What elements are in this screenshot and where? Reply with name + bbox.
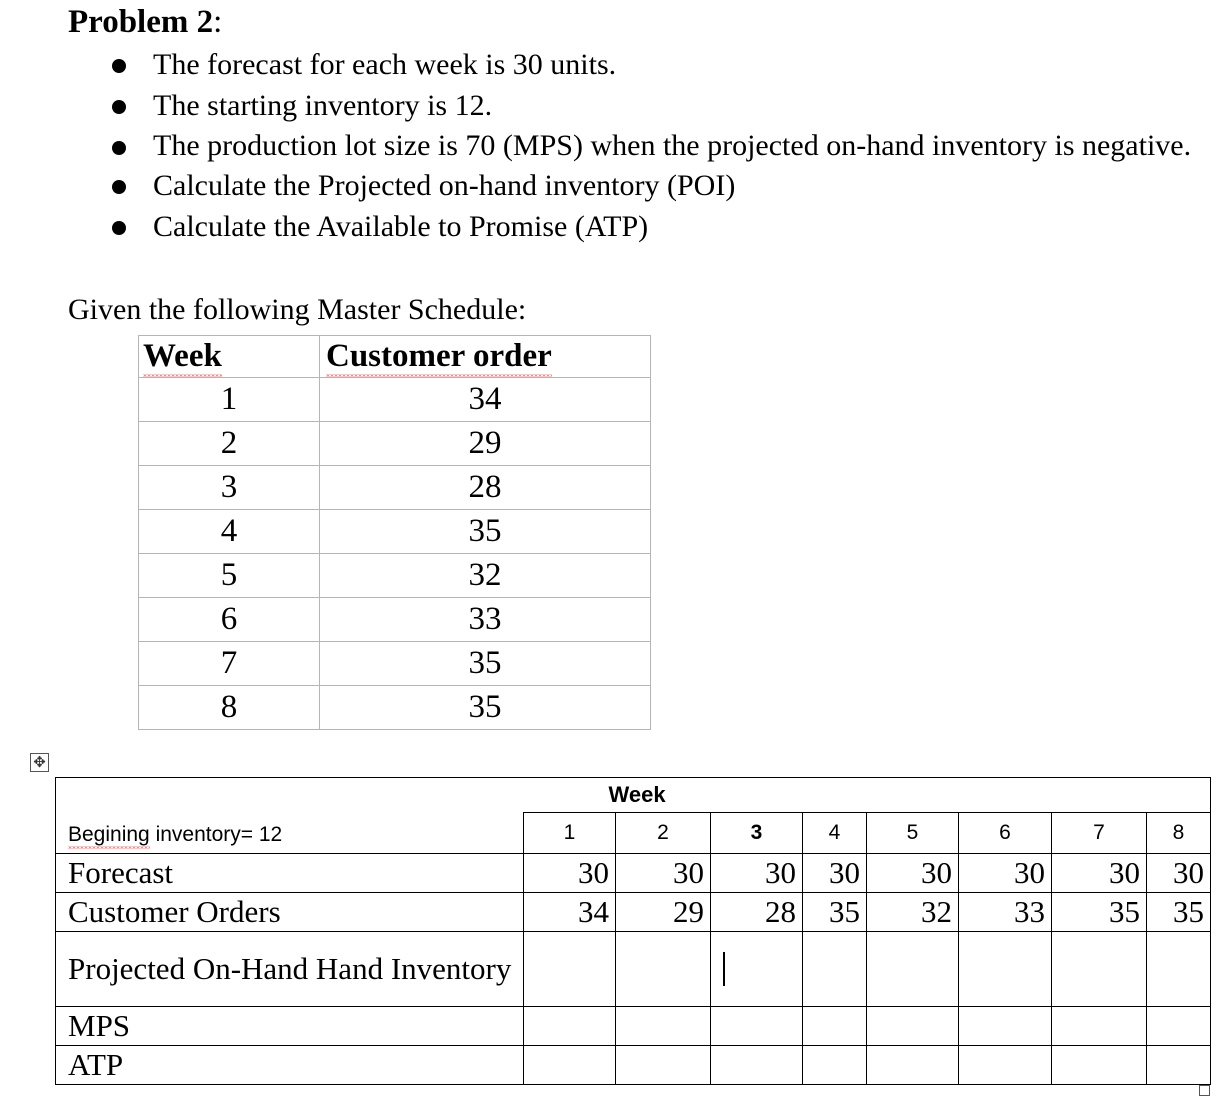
bullet-icon (112, 100, 126, 114)
table-row: 4 35 (139, 510, 651, 554)
week-title: Week (524, 778, 1211, 813)
table-row: 3 28 (139, 466, 651, 510)
week-number: 3 (711, 813, 803, 854)
week-number-row (56, 813, 1211, 854)
bullet-item: Calculate the Projected on-hand inventory (POI) (108, 165, 1198, 206)
table-resize-icon[interactable] (1199, 1085, 1210, 1096)
table-header-row (139, 336, 651, 378)
week-number: 8 (1147, 813, 1211, 854)
customer-orders-row: Customer Orders 34 29 28 35 32 33 35 35 (56, 892, 1211, 931)
row-label: Customer Orders (56, 892, 524, 931)
row-label: MPS (56, 1006, 524, 1045)
customer-order-header: Customer order (320, 336, 651, 378)
bullet-icon (112, 141, 126, 155)
row-label: Projected On-Hand Hand Inventory (56, 931, 524, 1006)
problem-title: Problem 2: (68, 4, 223, 40)
table-move-icon[interactable]: ✥ (30, 753, 49, 772)
given-text: Given the following Master Schedule: (68, 293, 527, 326)
beginning-inventory-label: Begining inventory= 12 (56, 813, 524, 854)
table-row: 8 35 (139, 686, 651, 730)
week-header: Week (139, 336, 320, 378)
mps-worksheet-table (55, 777, 1211, 1085)
master-schedule-table (138, 335, 651, 730)
week-number: 5 (867, 813, 959, 854)
atp-row (56, 1045, 1211, 1084)
week-number: 4 (803, 813, 867, 854)
bullet-icon (112, 180, 126, 194)
bullet-item: Calculate the Available to Promise (ATP) (108, 206, 1198, 247)
table-row: 7 35 (139, 642, 651, 686)
projected-on-hand-row (56, 931, 1211, 1006)
week-number: 6 (959, 813, 1052, 854)
week-number: 7 (1052, 813, 1147, 854)
bullet-icon (112, 221, 126, 235)
bullet-icon (112, 59, 126, 73)
row-label: ATP (56, 1045, 524, 1084)
table-row: 5 32 (139, 554, 651, 598)
week-number: 2 (616, 813, 711, 854)
mps-row (56, 1006, 1211, 1045)
bullet-item: The forecast for each week is 30 units. (108, 44, 1198, 85)
table-row: 1 34 (139, 378, 651, 422)
table-row: 6 33 (139, 598, 651, 642)
week-number: 1 (524, 813, 616, 854)
problem-bullets (108, 44, 1198, 247)
table-row: 2 29 (139, 422, 651, 466)
bullet-item: The starting inventory is 12. (108, 85, 1198, 126)
text-cursor (723, 952, 725, 986)
forecast-row: Forecast 30 30 30 30 30 30 30 30 (56, 853, 1211, 892)
row-label: Forecast (56, 853, 524, 892)
week-title-row (56, 778, 1211, 813)
bullet-item: The production lot size is 70 (MPS) when the projected on-hand inventory is negative. (108, 126, 1198, 165)
